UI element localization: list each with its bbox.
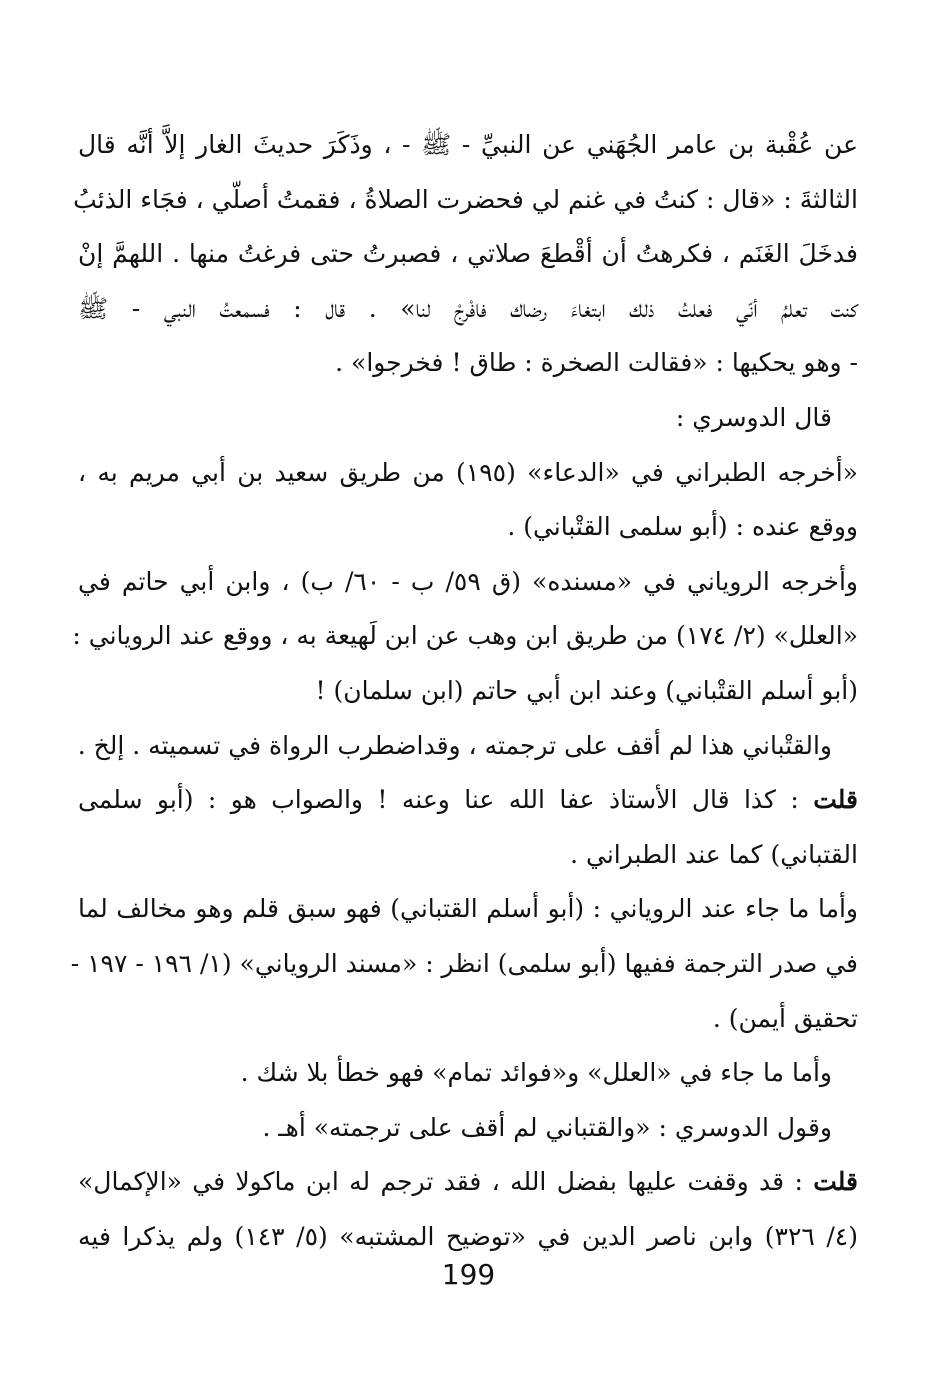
text-line: وأما ما جاء في «العلل» و«فوائد تمام» فهو خطأ بلا شك .: [240, 1058, 832, 1088]
text-line: (أبو أسلم القتْباني) وعند ابن أبي حاتم (ابن سلمان) !: [315, 675, 858, 705]
text-line: «العلل» (٢/ ١٧٤) من طريق ابن وهب عن ابن لَهيعة به ، ووقع عند الروياني :: [72, 621, 858, 651]
text-line: [78, 773, 858, 828]
text-line: وقول الدوسري : «والقتباني لم أقف على ترجمته» أهـ .: [262, 1112, 832, 1142]
text-line: كنت تعلمُ أنّي فعلتُ ذلك ابتغاءَ رضاك فافْرجْ لنا» . قال : فسمعتُ النبي - ﷺ: [78, 293, 858, 323]
text-line: [78, 1155, 858, 1210]
text-line: «أخرجه الطبراني في «الدعاء» (١٩٥) من طريق سعيد بن أبي مريم به ،: [78, 457, 858, 487]
text-line: وأخرجه الروياني في «مسنده» (ق ٥٩/ ب - ٦٠/ ب) ، وابن أبي حاتم في: [78, 566, 859, 596]
text-line-rest: : قد وقفت عليها بفضل الله ، فقد ترجم له ابن ماكولا في «الإكمال»: [78, 1167, 814, 1197]
text-line: عن عُقْبة بن عامر الجُهَني عن النبيِّ - ﷺ - ، وذَكَرَ حديثَ الغار إلاَّ أنَّه قال: [78, 130, 858, 159]
page-body: [70, 118, 859, 1264]
text-line: القتباني) كما عند الطبراني .: [570, 839, 858, 869]
text-line: - وهو يحكيها : «فقالت الصخرة : طاق ! فخرجوا» .: [335, 348, 858, 378]
text-line: وأما ما جاء عند الروياني : (أبو أسلم القتباني) فهو سبق قلم وهو مخالف لما: [78, 894, 858, 924]
text-line: تحقيق أيمن) .: [712, 1003, 858, 1033]
text-line-rest: : كذا قال الأستاذ عفا الله عنا وعنه ! والصواب هو : (أبو سلمى: [78, 785, 814, 815]
text-line: قال الدوسري :: [675, 402, 832, 432]
qultu-label: قلت: [813, 1167, 858, 1197]
text-line: فدخَلَ الغَنَم ، فكرهتُ أن أقْطعَ صلاتي ، فصبرتُ حتى فرغتُ منها . اللهمَّ إنْ: [78, 239, 858, 269]
text-line: (٤/ ٣٢٦) وابن ناصر الدين في «توضيح المشتبه» (٥/ ١٤٣) ولم يذكرا فيه: [78, 1221, 858, 1251]
text-line: في صدر الترجمة ففيها (أبو سلمى) انظر : «مسند الروياني» (١/ ١٩٦ - ١٩٧ -: [70, 948, 858, 978]
qultu-label: قلت: [813, 785, 858, 815]
text-line: والقتْباني هذا لم أقف على ترجمته ، وقداضطرب الرواة في تسميته . إلخ .: [77, 730, 832, 760]
page-number: 199: [441, 1258, 496, 1291]
text-line: الثالثةَ : «قال : كنتُ في غنم لي فحضرت الصلاةُ ، فقمتُ أصلّي ، فجَاء الذئبُ: [73, 184, 858, 214]
text-line: ووقع عنده : (أبو سلمى القتْباني) .: [507, 512, 858, 542]
